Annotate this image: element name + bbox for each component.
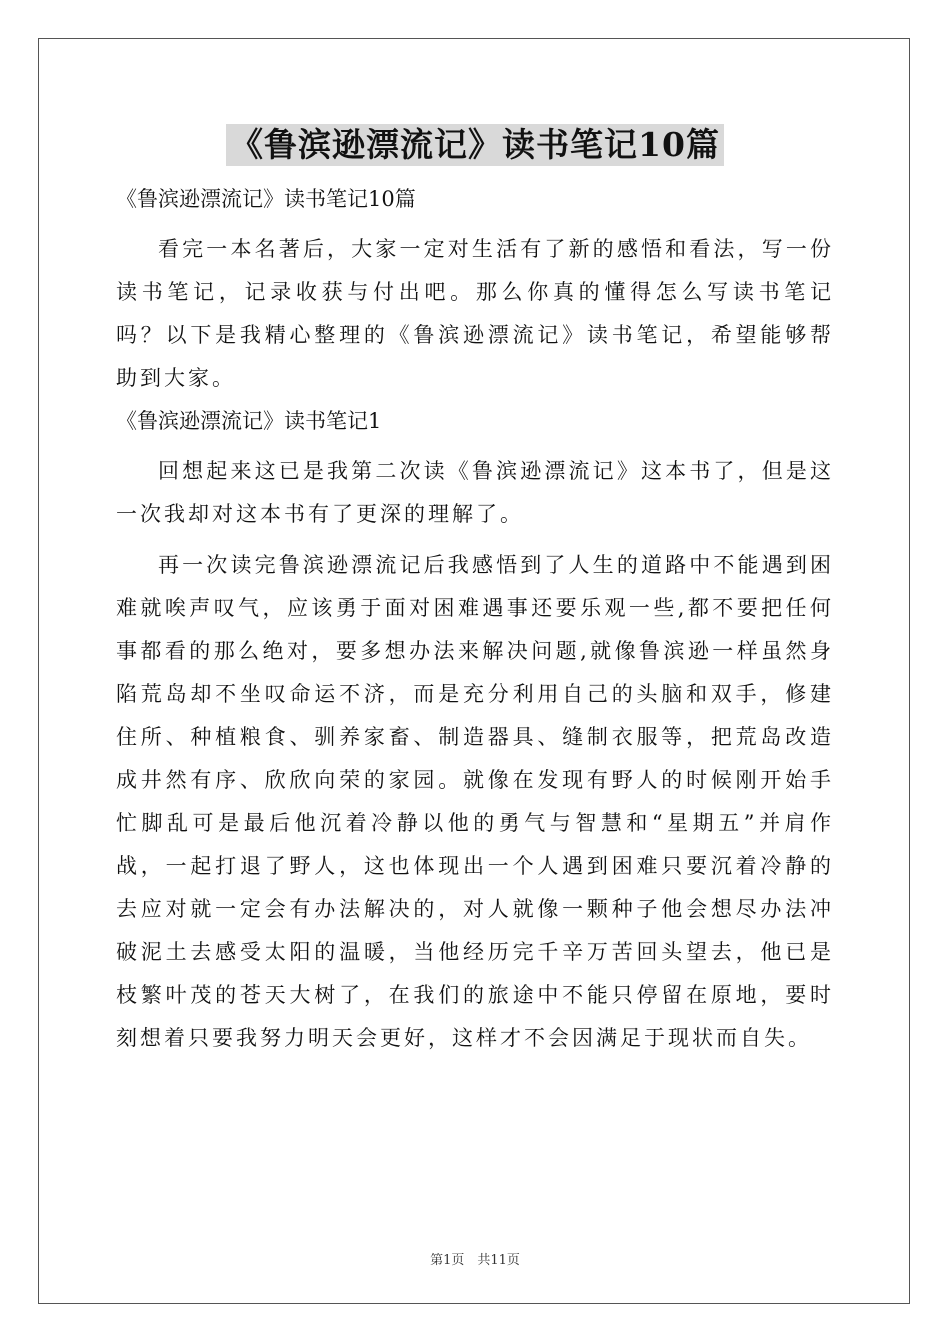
section1-paragraph-2: 再一次读完鲁滨逊漂流记后我感悟到了人生的道路中不能遇到困难就唉声叹气，应该勇于面对困难遇事还要乐观一些,都不要把任何事都看的那么绝对，要多想办法来解决问题,就像鲁滨逊一样虽然身陷荒岛却不坐叹命运不济，而是充分利用自己的头脑和双手，修建住所、种植粮食、驯养家畜、制造器具、缝制衣服等，把荒岛改造成井然有序、欣欣向荣的家园。就像在发现有野人的时候刚开始手忙脚乱可是最后他沉着冷静以他的勇气与智慧和“星期五”并肩作战，一起打退了野人，这也体现出一个人遇到困难只要沉着冷静的去应对就一定会有办法解决的，对人就像一颗种子他会想尽办法冲破泥土去感受太阳的温暖，当他经历完千辛万苦回头望去，他已是枝繁叶茂的苍天大树了，在我们的旅途中不能只停留在原地，要时刻想着只要我努力明天会更好，这样才不会因满足于现状而自失。 [116, 553, 834, 1050]
section-heading-1: 《鲁滨逊漂流记》读书笔记1 [116, 409, 382, 433]
title-wrap [0, 124, 950, 166]
document-title: 《鲁滨逊漂流记》读书笔记10篇 [226, 124, 724, 166]
section1-paragraph-1: 回想起来这已是我第二次读《鲁滨逊漂流记》这本书了，但是这一次我却对这本书有了更深的理解了。 [116, 459, 834, 526]
intro-paragraph: 看完一本名著后，大家一定对生活有了新的感悟和看法，写一份读书笔记，记录收获与付出吧。那么你真的懂得怎么写读书笔记吗？以下是我精心整理的《鲁滨逊漂流记》读书笔记，希望能够帮助到大家。 [116, 237, 834, 390]
page-footer: 第1页 共11页 [430, 1253, 520, 1268]
document-subtitle: 《鲁滨逊漂流记》读书笔记10篇 [116, 187, 416, 211]
document-body [116, 178, 834, 1060]
